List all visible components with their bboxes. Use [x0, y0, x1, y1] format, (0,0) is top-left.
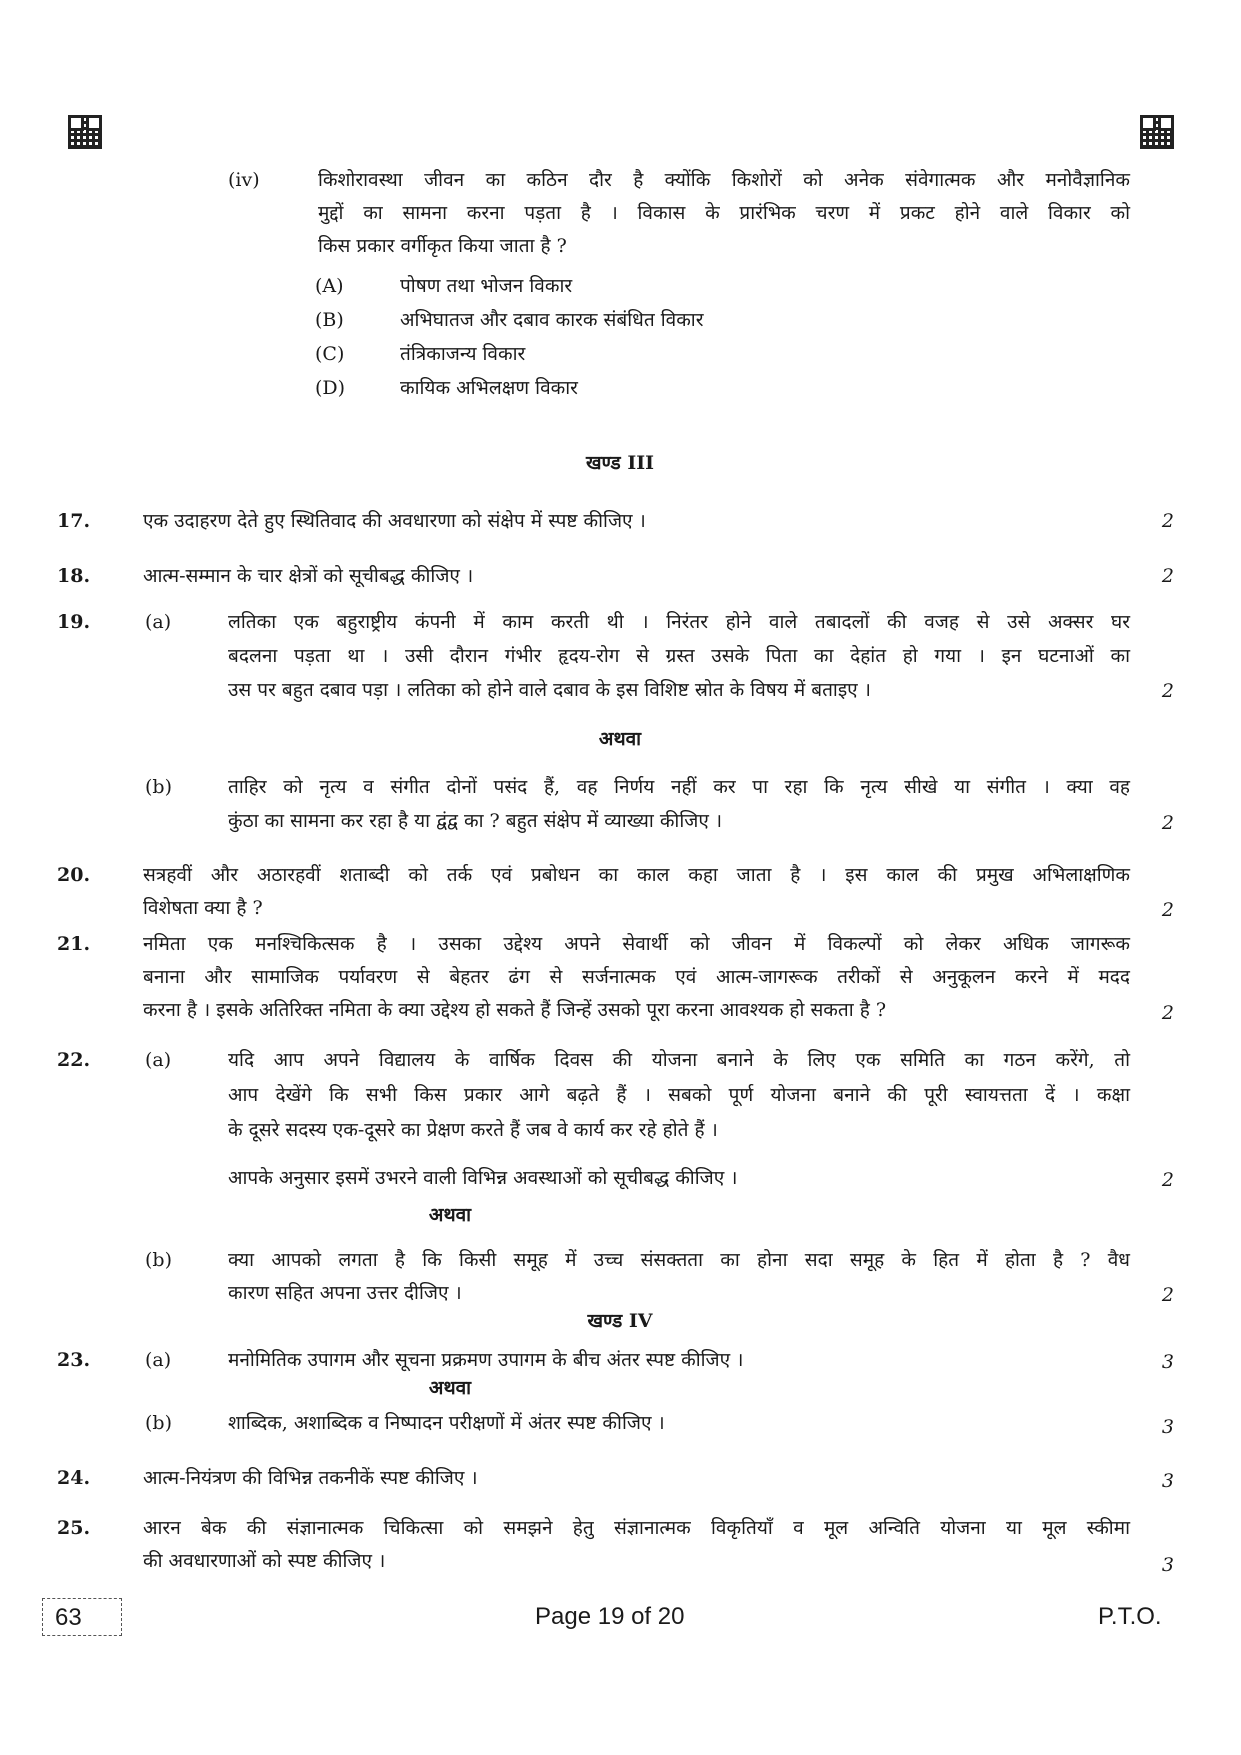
question-19b-line-2: कुंठा का सामना कर रहा है या द्वंद्व का ? बहुत संक्षेप में व्याख्या कीजिए । [228, 810, 723, 832]
question-18-text: आत्म-सम्मान के चार क्षेत्रों को सूचीबद्ध कीजिए । [143, 565, 474, 587]
question-24-text: आत्म-नियंत्रण की विभिन्न तकनीकें स्पष्ट कीजिए । [143, 1467, 478, 1489]
question-23-or: अथवा [428, 1377, 472, 1399]
question-20-number: 20. [57, 864, 91, 886]
question-23a-marks: 3 [1161, 1351, 1174, 1373]
pto-label: P.T.O. [1098, 1603, 1162, 1630]
question-22a-line-1: यदि आप अपने विद्यालय के वार्षिक दिवस की योजना बनाने के लिए एक समिति का गठन करेंगे, तो [228, 1049, 1130, 1071]
option-a-text: पोषण तथा भोजन विकार [400, 275, 573, 297]
question-18-marks: 2 [1161, 565, 1174, 587]
question-21-line-2: बनाना और सामाजिक पर्यावरण से बेहतर ढंग से सर्जनात्मक एवं आत्म-जागरूक तरीकों से अनुकूलन करने में मदद [143, 966, 1130, 988]
question-22a-line-3: के दूसरे सदस्य एक-दूसरे का प्रेक्षण करते हैं जब वे कार्य कर रहे होते हैं । [228, 1119, 718, 1141]
question-23b-text: शाब्दिक, अशाब्दिक व निष्पादन परीक्षणों में अंतर स्पष्ट कीजिए । [228, 1412, 665, 1434]
option-b-text: अभिघातज और दबाव कारक संबंधित विकार [400, 309, 704, 331]
qr-code-left [68, 115, 102, 149]
question-18-number: 18. [57, 565, 91, 587]
question-19-number: 19. [57, 611, 91, 633]
option-b-label: (B) [315, 309, 344, 331]
question-16-part-label: (iv) [228, 169, 260, 191]
option-c-text: तंत्रिकाजन्य विकार [400, 343, 526, 365]
question-19a-line-3: उस पर बहुत दबाव पड़ा । लतिका को होने वाले दबाव के इस विशिष्ट स्रोत के विषय में बताइए । [228, 679, 871, 701]
question-20-line-1: सत्रहवीं और अठारहवीं शताब्दी को तर्क एवं प्रबोधन का काल कहा जाता है । इस काल की प्रमुख अभिलाक्षणिक [143, 864, 1130, 886]
question-22b-label: (b) [145, 1249, 172, 1271]
question-17-number: 17. [57, 510, 91, 532]
question-24-number: 24. [57, 1467, 91, 1489]
question-21-line-1: नमिता एक मनश्चिकित्सक है । उसका उद्देश्य अपने सेवार्थी को जीवन में विकल्पों को लेकर अधिक जागरूक [143, 933, 1130, 955]
question-23a-label: (a) [145, 1349, 172, 1371]
question-22-number: 22. [57, 1049, 91, 1071]
question-17-marks: 2 [1161, 510, 1174, 532]
question-25-line-1: आरन बेक की संज्ञानात्मक चिकित्सा को समझने हेतु संज्ञानात्मक विकृतियाँ व मूल अन्विति योजना या मूल स्कीमा [143, 1517, 1130, 1539]
question-21-number: 21. [57, 933, 91, 955]
question-19a-label: (a) [145, 611, 172, 633]
option-a-label: (A) [315, 275, 344, 297]
question-20-marks: 2 [1161, 899, 1174, 921]
option-c-label: (C) [315, 343, 345, 365]
question-25-number: 25. [57, 1517, 91, 1539]
question-19a-line-1: लतिका एक बहुराष्ट्रीय कंपनी में काम करती थी । निरंतर होने वाले तबादलों की वजह से उसे अक्सर घर [228, 611, 1130, 633]
question-22b-marks: 2 [1161, 1284, 1174, 1306]
question-25-marks: 3 [1161, 1554, 1174, 1576]
section-4-heading: खण्ड IV [587, 1310, 653, 1332]
question-19b-line-1: ताहिर को नृत्य व संगीत दोनों पसंद हैं, वह निर्णय नहीं कर पा रहा कि नृत्य सीखे या संगीत । क्या वह [228, 776, 1130, 798]
question-16-text-line-3: किस प्रकार वर्गीकृत किया जाता है ? [318, 235, 567, 257]
question-20-line-2: विशेषता क्या है ? [143, 897, 263, 919]
question-23b-label: (b) [145, 1412, 172, 1434]
question-19a-marks: 2 [1161, 680, 1174, 702]
question-21-line-3: करना है । इसके अतिरिक्त नमिता के क्या उद्देश्य हो सकते हैं जिन्हें उसको पूरा करना आवश्यक हो सकता है ? [143, 999, 887, 1021]
question-19b-label: (b) [145, 776, 172, 798]
option-d-label: (D) [315, 377, 346, 399]
question-22a-label: (a) [145, 1049, 172, 1071]
option-d-text: कायिक अभिलक्षण विकार [400, 377, 578, 399]
paper-code: 63 [42, 1598, 122, 1636]
question-22b-line-1: क्या आपको लगता है कि किसी समूह में उच्च संसक्तता का होना सदा समूह के हित में होता है ? वैध [228, 1249, 1130, 1271]
question-23a-text: मनोमितिक उपागम और सूचना प्रक्रमण उपागम के बीच अंतर स्पष्ट कीजिए । [228, 1349, 744, 1371]
question-19a-line-2: बदलना पड़ता था । उसी दौरान गंभीर हृदय-रोग से ग्रस्त उसके पिता का देहांत हो गया । इन घटनाओं का [228, 645, 1130, 667]
question-25-line-2: की अवधारणाओं को स्पष्ट कीजिए । [143, 1550, 386, 1572]
question-23-number: 23. [57, 1349, 91, 1371]
question-22b-line-2: कारण सहित अपना उत्तर दीजिए । [228, 1282, 462, 1304]
question-17-text: एक उदाहरण देते हुए स्थितिवाद की अवधारणा को संक्षेप में स्पष्ट कीजिए । [143, 510, 646, 532]
question-22a-marks: 2 [1161, 1169, 1174, 1191]
question-16-text-line-1: किशोरावस्था जीवन का कठिन दौर है क्योंकि किशोरों को अनेक संवेगात्मक और मनोवैज्ञानिक [318, 169, 1130, 191]
qr-code-right [1140, 115, 1174, 149]
question-16-text-line-2: मुद्दों का सामना करना पड़ता है । विकास के प्रारंभिक चरण में प्रकट होने वाले विकार को [318, 202, 1130, 224]
question-23b-marks: 3 [1161, 1416, 1174, 1438]
question-19b-marks: 2 [1161, 812, 1174, 834]
page-number: Page 19 of 20 [535, 1603, 685, 1630]
question-22-or: अथवा [428, 1204, 472, 1226]
question-19-or: अथवा [598, 728, 642, 750]
question-22a-question: आपके अनुसार इसमें उभरने वाली विभिन्न अवस्थाओं को सूचीबद्ध कीजिए । [228, 1167, 738, 1189]
question-21-marks: 2 [1161, 1002, 1174, 1024]
question-24-marks: 3 [1161, 1470, 1174, 1492]
section-3-heading: खण्ड III [585, 452, 654, 474]
question-22a-line-2: आप देखेंगे कि सभी किस प्रकार आगे बढ़ते हैं । सबको पूर्ण योजना बनाने की पूरी स्वायत्तता दें । कक्षा [228, 1084, 1130, 1106]
